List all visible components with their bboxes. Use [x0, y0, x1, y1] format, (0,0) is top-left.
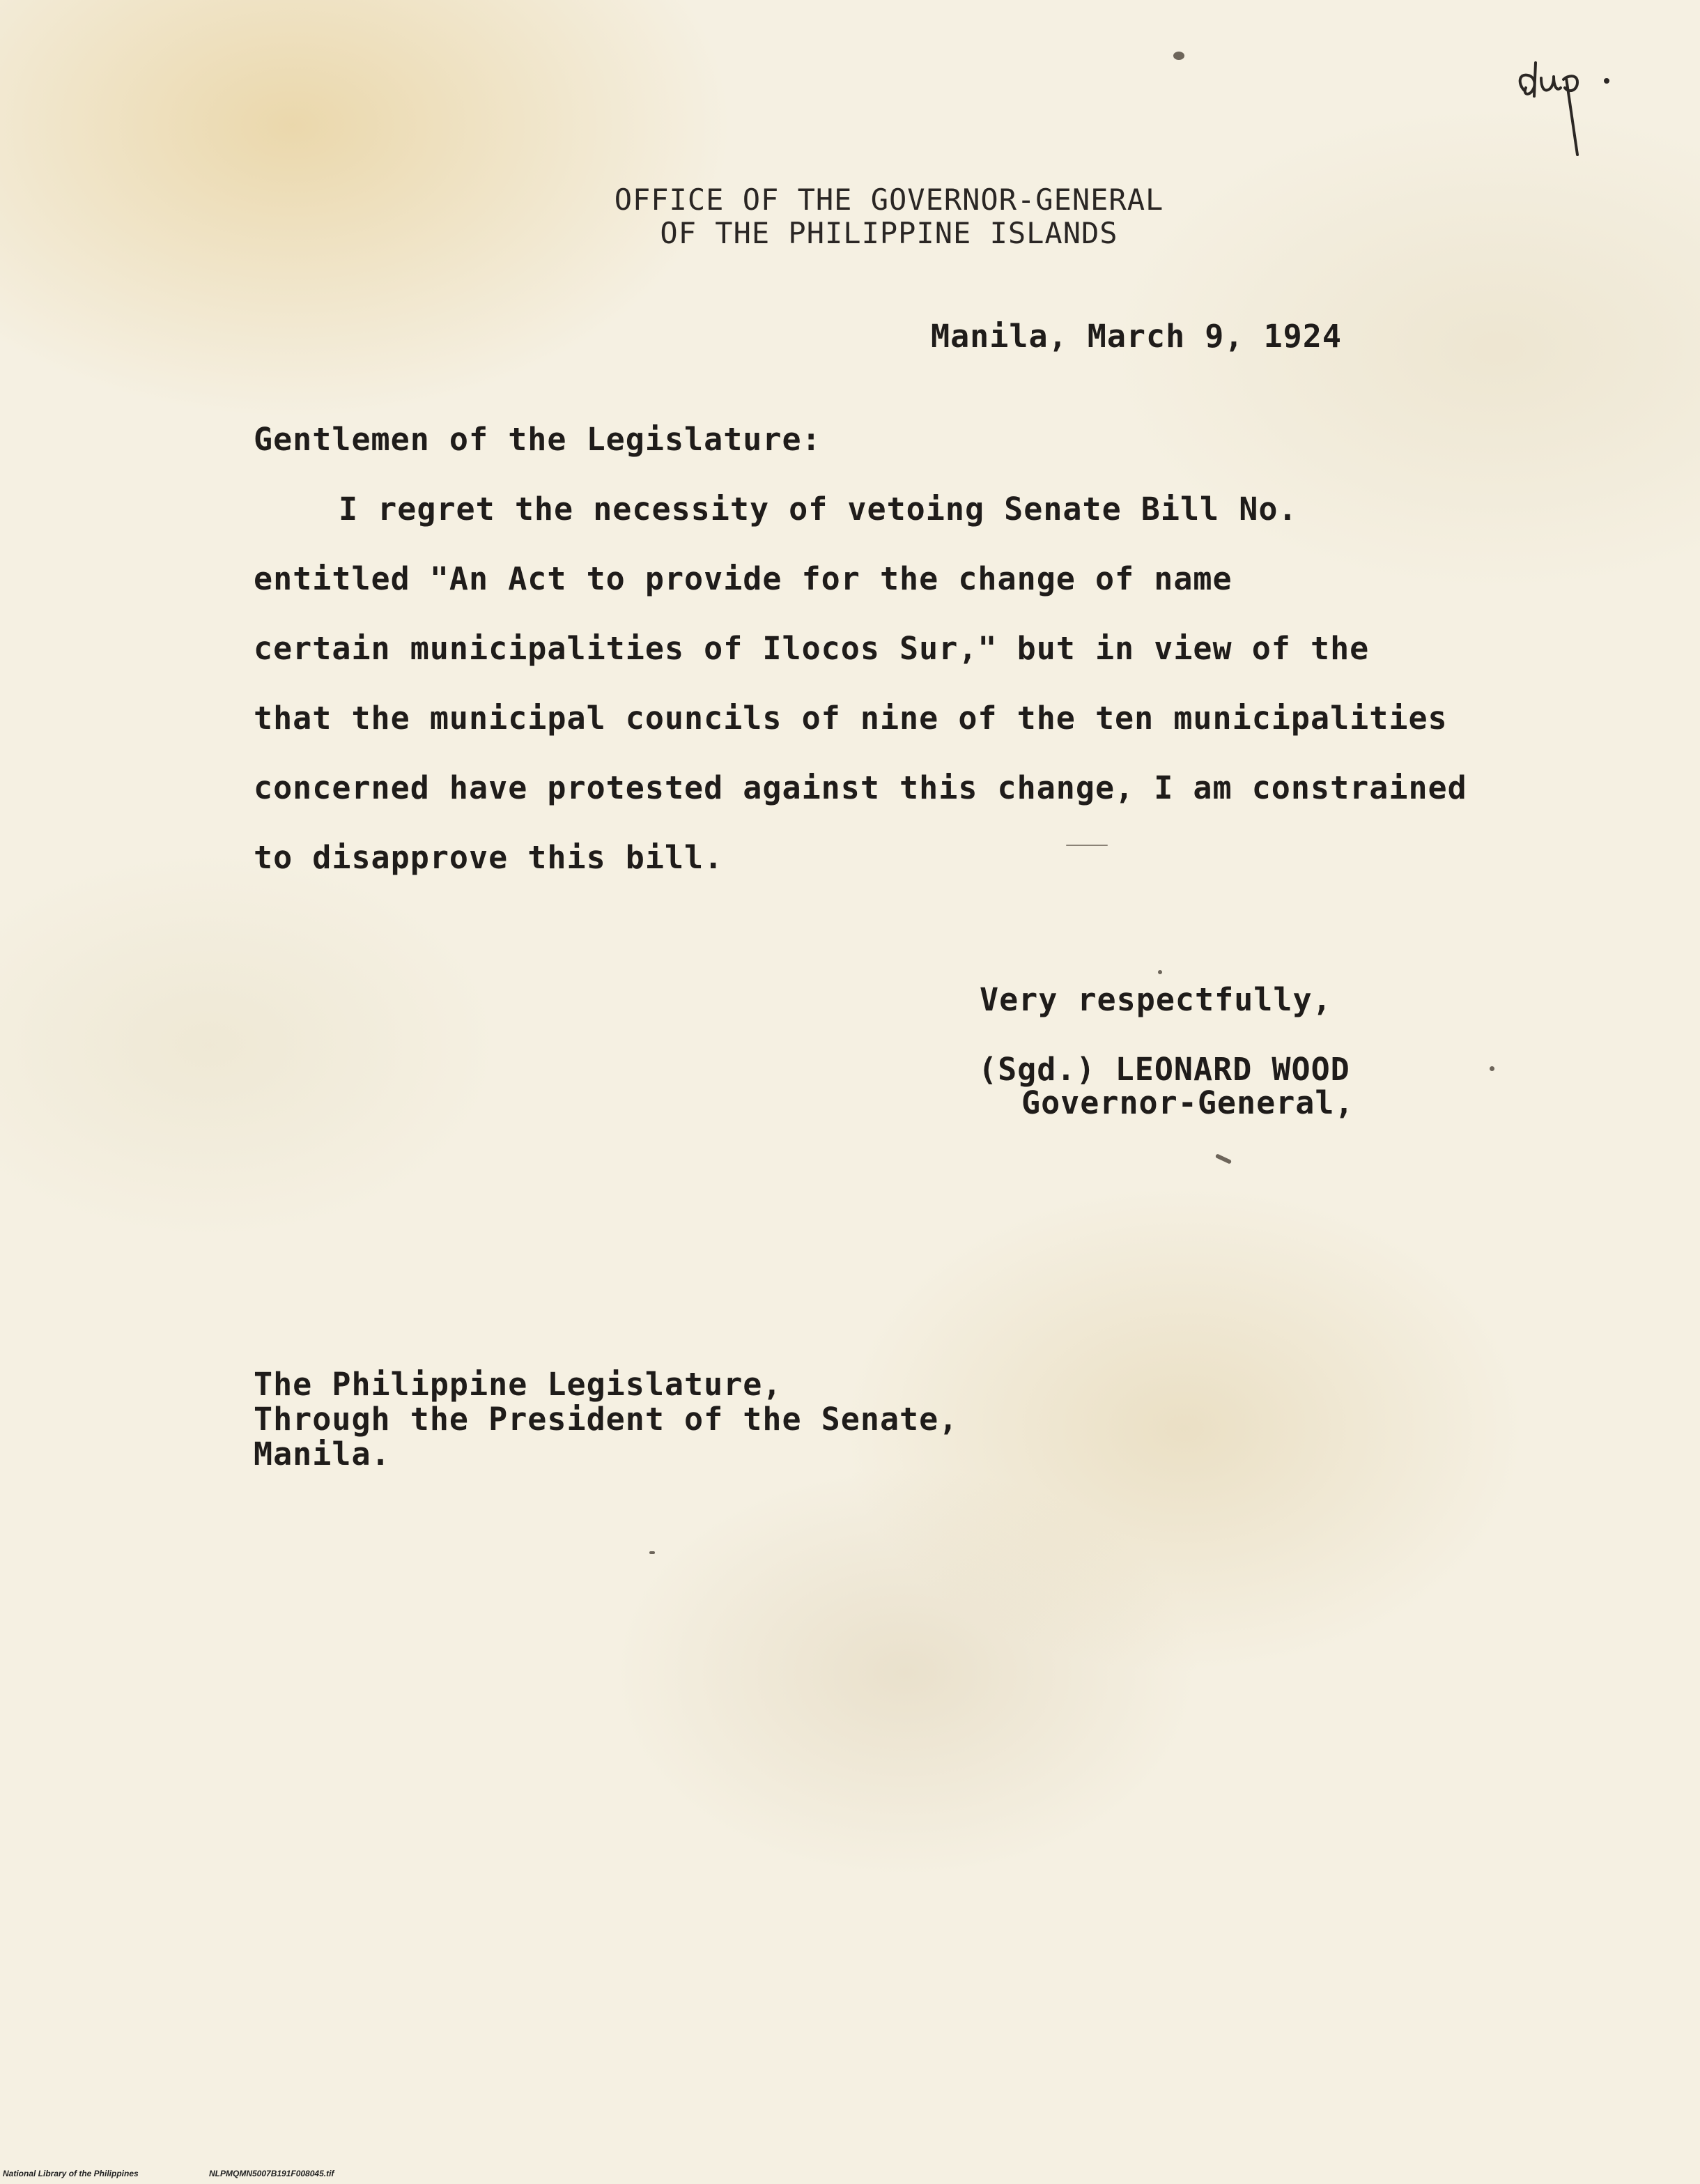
paper-speck [649, 1551, 655, 1554]
closing: Very respectfully, [980, 981, 1332, 1018]
salutation: Gentlemen of the Legislature: [254, 421, 821, 458]
body-line: entitled "An Act to provide for the change of name [254, 560, 1232, 597]
paper-speck [1173, 52, 1184, 60]
paper-speck [1215, 1153, 1232, 1164]
letterhead-line-2: OF THE PHILIPPINE ISLANDS [660, 216, 1118, 250]
letterhead-line-1: OFFICE OF THE GOVERNOR-GENERAL [614, 183, 1164, 217]
address-line: Manila. [254, 1436, 391, 1472]
paper-speck [1158, 970, 1162, 974]
paper-speck [1490, 1066, 1494, 1071]
date-line: Manila, March 9, 1924 [931, 318, 1342, 355]
handwritten-note [1510, 42, 1629, 160]
body-line: concerned have protested against this change, I am constrained [254, 769, 1467, 806]
body-line: that the municipal councils of nine of the ten municipalities [254, 700, 1448, 737]
body-line: I regret the necessity of vetoing Senate Bill No. [339, 491, 1298, 528]
footer-file-name: NLPMQMN5007B191F008045.tif [209, 2169, 334, 2178]
signature-title: Governor-General, [1021, 1084, 1354, 1121]
paper-speck [1066, 845, 1108, 846]
body-line: certain municipalities of Ilocos Sur," but in view of the [254, 630, 1370, 667]
address-line: Through the President of the Senate, [254, 1401, 959, 1438]
signature: (Sgd.) LEONARD WOOD [978, 1051, 1350, 1088]
footer-credit: National Library of the Philippines [3, 2169, 139, 2178]
address-line: The Philippine Legislature, [254, 1366, 782, 1403]
body-line: to disapprove this bill. [254, 839, 724, 876]
